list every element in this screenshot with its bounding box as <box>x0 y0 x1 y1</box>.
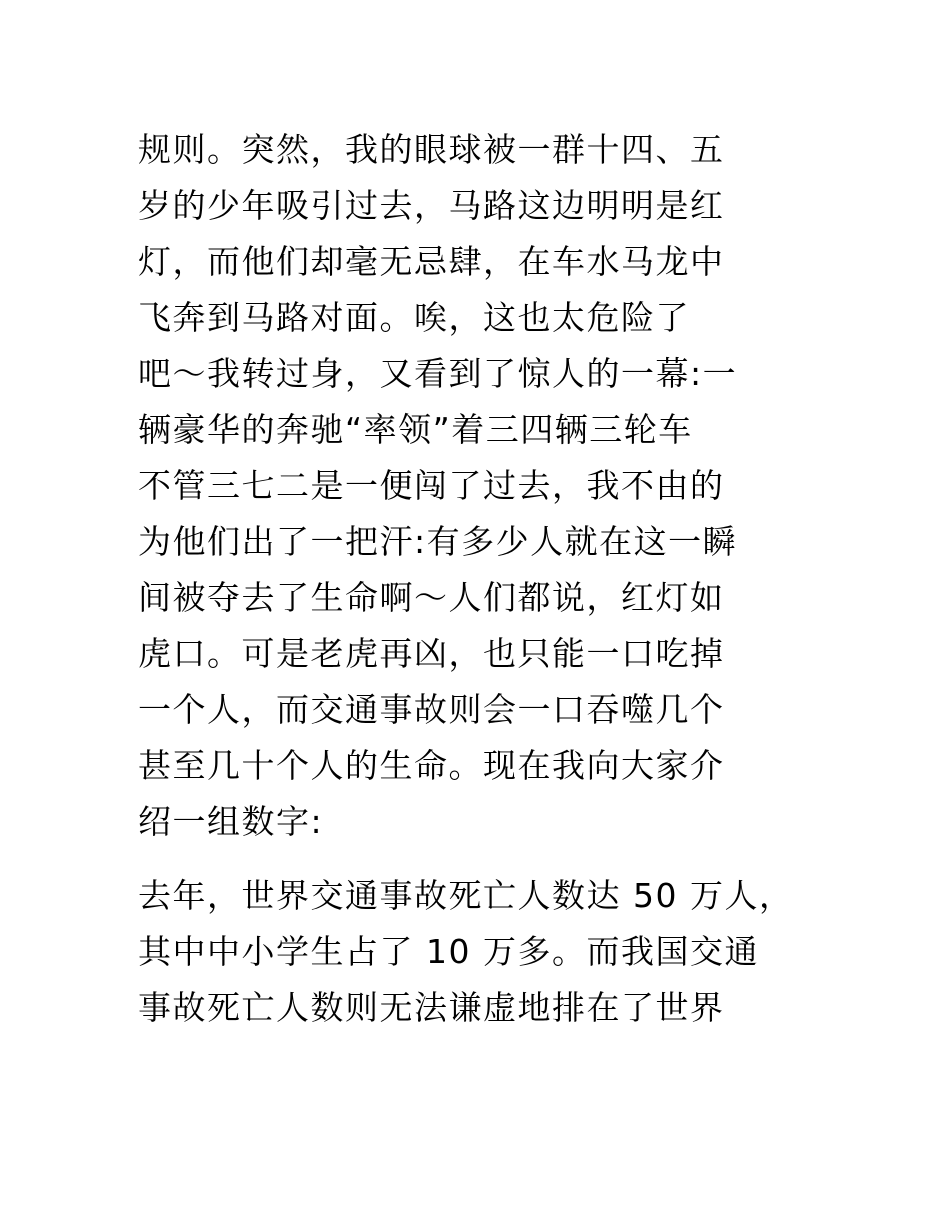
paragraph-1-line-9: 间被夺去了生命啊～人们都说，红灯如 <box>138 578 725 617</box>
paragraph-2-line-3: 事故死亡人数则无法谦虚地排在了世界 <box>138 988 725 1027</box>
paragraph-1-line-8: 为他们出了一把汗:有多少人就在这一瞬 <box>138 522 738 561</box>
paragraph-1-line-3: 灯，而他们却毫无忌肆，在车水马龙中 <box>138 242 725 281</box>
paragraph-1-line-7: 不管三七二是一便闯了过去，我不由的 <box>138 466 725 505</box>
paragraph-1-line-11: 一个人，而交通事故则会一口吞噬几个 <box>138 690 725 729</box>
paragraph-2-line-1: 去年，世界交通事故死亡人数达 50 万人， <box>138 876 794 915</box>
paragraph-1-line-2: 岁的少年吸引过去，马路这边明明是红 <box>138 186 725 225</box>
paragraph-1-line-12: 甚至几十个人的生命。现在我向大家介 <box>138 746 725 785</box>
paragraph-1-line-5: 吧～我转过身，又看到了惊人的一幕:一 <box>138 354 738 393</box>
paragraph-1-line-4: 飞奔到马路对面。唉，这也太危险了 <box>138 298 690 337</box>
paragraph-1-line-6: 辆豪华的奔驰“率领”着三四辆三轮车 <box>138 410 693 449</box>
paragraph-1-line-10: 虎口。可是老虎再凶，也只能一口吃掉 <box>138 634 725 673</box>
paragraph-1-line-1: 规则。突然，我的眼球被一群十四、五 <box>138 130 725 169</box>
paragraph-2-line-2: 其中中小学生占了 10 万多。而我国交通 <box>138 932 759 971</box>
paragraph-1-line-13: 绍一组数字: <box>138 802 324 841</box>
